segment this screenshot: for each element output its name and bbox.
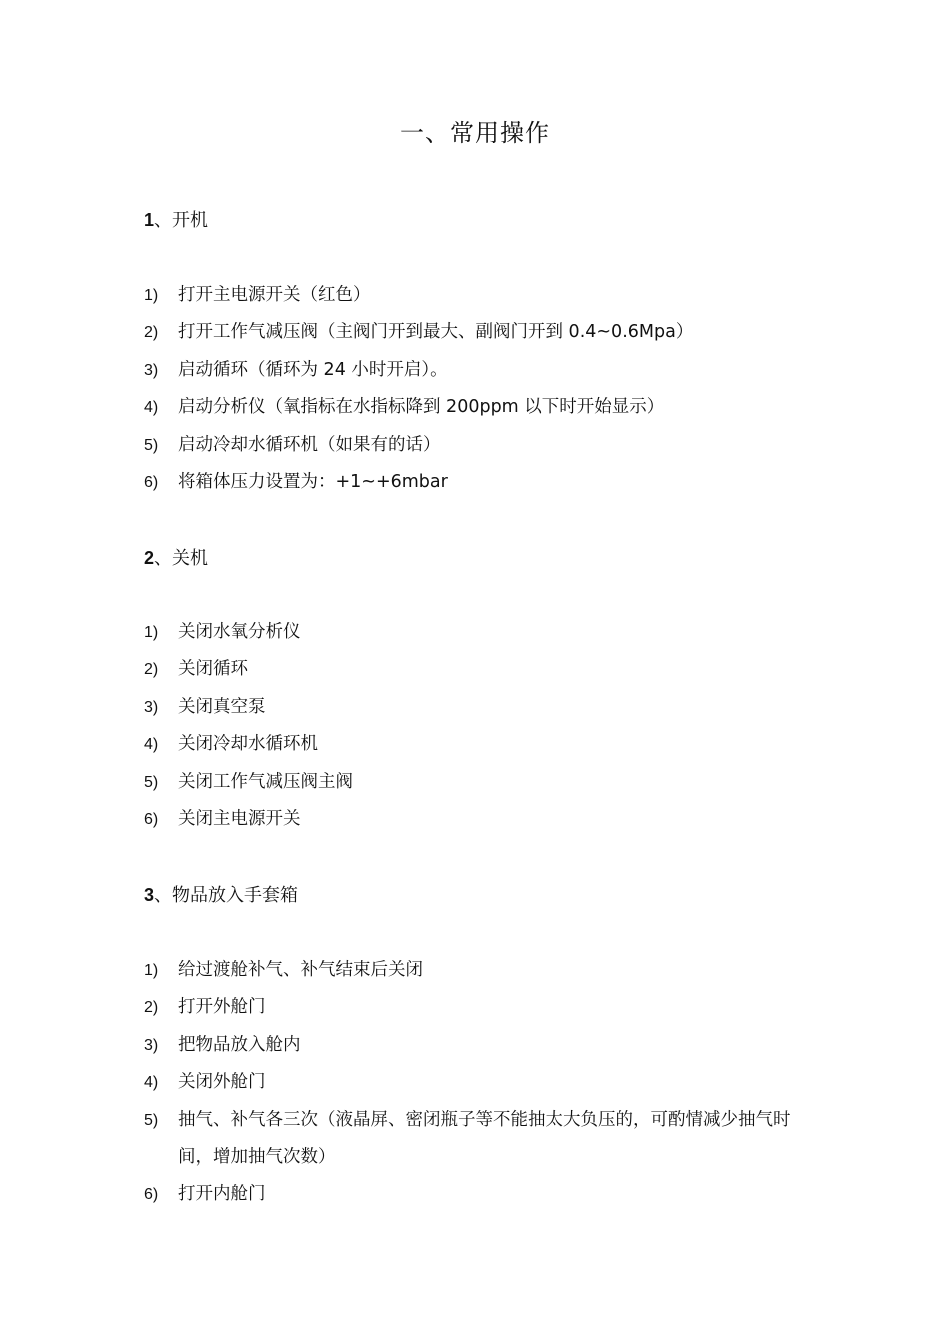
section-heading-load-glovebox bbox=[144, 882, 298, 909]
list-item bbox=[144, 952, 824, 989]
step-number: 4) bbox=[144, 736, 159, 754]
list-item bbox=[144, 726, 824, 763]
step-number: 3) bbox=[144, 361, 159, 379]
list-item bbox=[144, 614, 824, 651]
document-title: 一、常用操作 bbox=[400, 119, 550, 147]
step-text: 打开内舱门 bbox=[178, 1184, 266, 1205]
step-text: 关闭外舱门 bbox=[178, 1072, 266, 1093]
step-number: 2) bbox=[144, 324, 159, 342]
step-number: 6) bbox=[144, 474, 159, 492]
list-item bbox=[144, 764, 824, 801]
step-number: 3) bbox=[144, 1036, 159, 1054]
step-number: 1) bbox=[144, 962, 159, 979]
section-number: 1 bbox=[144, 210, 155, 230]
list-item bbox=[144, 314, 824, 351]
step-list-power-off bbox=[144, 614, 824, 838]
step-number: 6) bbox=[144, 811, 159, 829]
section-heading-power-off bbox=[144, 545, 208, 572]
section-number: 2 bbox=[144, 548, 155, 568]
step-number: 2) bbox=[144, 999, 159, 1017]
step-text: 关闭工作气减压阀主阀 bbox=[178, 771, 353, 792]
list-item bbox=[144, 352, 824, 389]
list-item bbox=[144, 689, 824, 726]
list-item bbox=[144, 277, 824, 314]
step-list-load-glovebox bbox=[144, 952, 824, 1214]
step-number: 5) bbox=[144, 436, 159, 454]
step-text: 抽气、补气各三次（液晶屏、密闭瓶子等不能抽太大负压的，可酌情减少抽气时间，增加抽气次数） bbox=[178, 1109, 791, 1168]
step-text: 给过渡舱补气、补气结束后关闭 bbox=[178, 960, 423, 980]
list-item bbox=[144, 1064, 824, 1101]
step-text: 启动冷却水循环机（如果有的话） bbox=[178, 434, 441, 455]
list-item bbox=[144, 389, 824, 426]
step-text: 把物品放入舱内 bbox=[178, 1034, 301, 1055]
list-item bbox=[144, 651, 824, 688]
step-text: 启动循环（循环为 24 小时开启）。 bbox=[178, 359, 448, 380]
step-number: 4) bbox=[144, 1074, 159, 1092]
step-text: 关闭真空泵 bbox=[178, 696, 266, 717]
step-text: 关闭水氧分析仪 bbox=[178, 622, 301, 642]
step-number: 4) bbox=[144, 399, 159, 417]
step-text: 打开主电源开关（红色） bbox=[178, 285, 371, 305]
section-title: 、开机 bbox=[154, 210, 209, 231]
step-number: 6) bbox=[144, 1186, 159, 1204]
section-title: 、物品放入手套箱 bbox=[154, 885, 299, 906]
step-text: 打开工作气减压阀（主阀门开到最大、副阀门开到 0.4~0.6Mpa） bbox=[178, 322, 694, 343]
step-text: 启动分析仪（氧指标在水指标降到 200ppm 以下时开始显示） bbox=[178, 397, 665, 418]
list-item bbox=[144, 1176, 824, 1213]
list-item bbox=[144, 801, 824, 838]
step-number: 5) bbox=[144, 1111, 159, 1129]
list-item bbox=[144, 427, 824, 464]
step-text: 关闭主电源开关 bbox=[178, 809, 301, 830]
section-number: 3 bbox=[144, 885, 155, 905]
step-text: 关闭循环 bbox=[178, 659, 248, 680]
step-text: 关闭冷却水循环机 bbox=[178, 734, 318, 755]
list-item bbox=[144, 1027, 824, 1064]
section-title: 、关机 bbox=[154, 548, 209, 569]
step-text: 打开外舱门 bbox=[178, 997, 266, 1018]
step-number: 1) bbox=[144, 624, 159, 641]
list-item bbox=[144, 464, 824, 501]
step-number: 5) bbox=[144, 773, 159, 791]
step-list-power-on bbox=[144, 277, 824, 501]
step-number: 2) bbox=[144, 661, 159, 679]
step-number: 3) bbox=[144, 698, 159, 716]
step-text: 将箱体压力设置为：+1~+6mbar bbox=[178, 472, 448, 493]
step-number: 1) bbox=[144, 287, 159, 304]
list-item bbox=[144, 1102, 824, 1177]
list-item bbox=[144, 989, 824, 1026]
section-heading-power-on bbox=[144, 207, 208, 234]
